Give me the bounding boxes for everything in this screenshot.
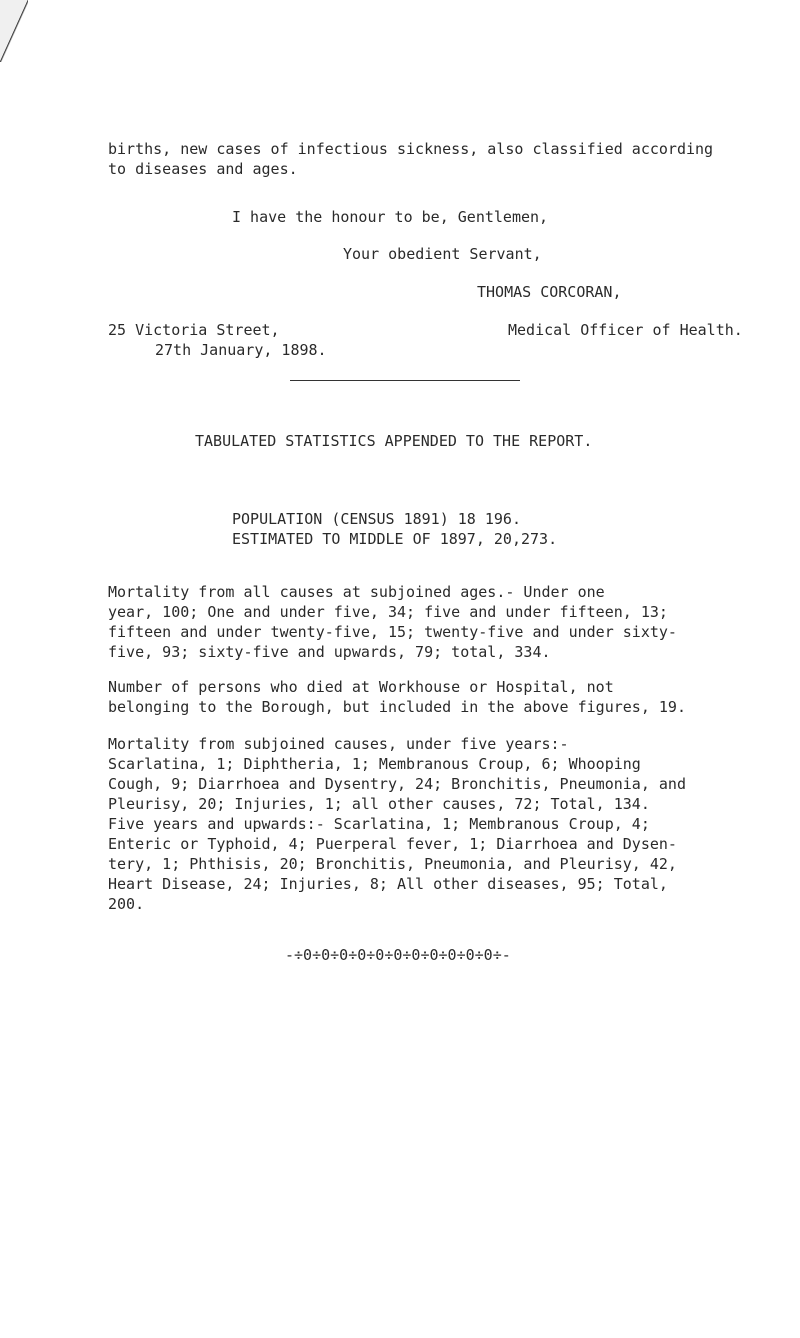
intro-line-1: births, new cases of infectious sickness, also classified according xyxy=(108,140,714,158)
ornament-divider: -÷0÷0÷0÷0÷0÷0÷0÷0÷0÷0÷0÷- xyxy=(285,946,511,964)
obedient-line: Your obedient Servant, xyxy=(343,245,542,263)
section-divider xyxy=(290,380,520,381)
page-corner-mark xyxy=(0,0,28,62)
mortality-by-age-paragraph: Mortality from all causes at subjoined ages.- Under one year, 100; One and under five, 34; five and under fifteen, 13; fifteen and under twenty-five, 15; twenty-five and under sixty- five, 93; sixty-five and upwards, 79; total, 334. xyxy=(108,583,677,661)
intro-line-2: to diseases and ages. xyxy=(108,160,298,178)
mortality-by-cause-paragraph: Mortality from subjoined causes, under five years:- Scarlatina, 1; Diphtheria, 1; Membranous Croup, 6; Whooping Cough, 9; Diarrhoea and Dysentry, 24; Bronchitis, Pneumonia, and Pleurisy, 20; Injuries, 1; all other causes, 72; Total, 134. Five years and upwards:- Scarlatina, 1; Membranous Croup, 4; Enteric or Typhoid, 4; Puerperal fever, 1; Diarrhoea and Dysen- tery, 1; Phthisis, 20; Bronchitis, Pneumonia, and Pleurisy, 42, Heart Disease, 24; Injuries, 8; All other diseases, 95; Total, 200. xyxy=(108,735,686,913)
signatory-name: THOMAS CORCORAN, xyxy=(477,283,622,301)
workhouse-paragraph: Number of persons who died at Workhouse or Hospital, not belonging to the Borough, but included in the above figures, 19. xyxy=(108,678,686,716)
address-line: 25 Victoria Street, xyxy=(108,321,280,339)
date-line: 27th January, 1898. xyxy=(155,341,327,359)
population-estimate: ESTIMATED TO MIDDLE OF 1897, 20,273. xyxy=(232,530,558,548)
signatory-title: Medical Officer of Health. xyxy=(508,321,743,339)
closing-line: I have the honour to be, Gentlemen, xyxy=(232,208,549,226)
statistics-heading: TABULATED STATISTICS APPENDED TO THE REPORT. xyxy=(195,432,593,450)
population-census: POPULATION (CENSUS 1891) 18 196. xyxy=(232,510,521,528)
